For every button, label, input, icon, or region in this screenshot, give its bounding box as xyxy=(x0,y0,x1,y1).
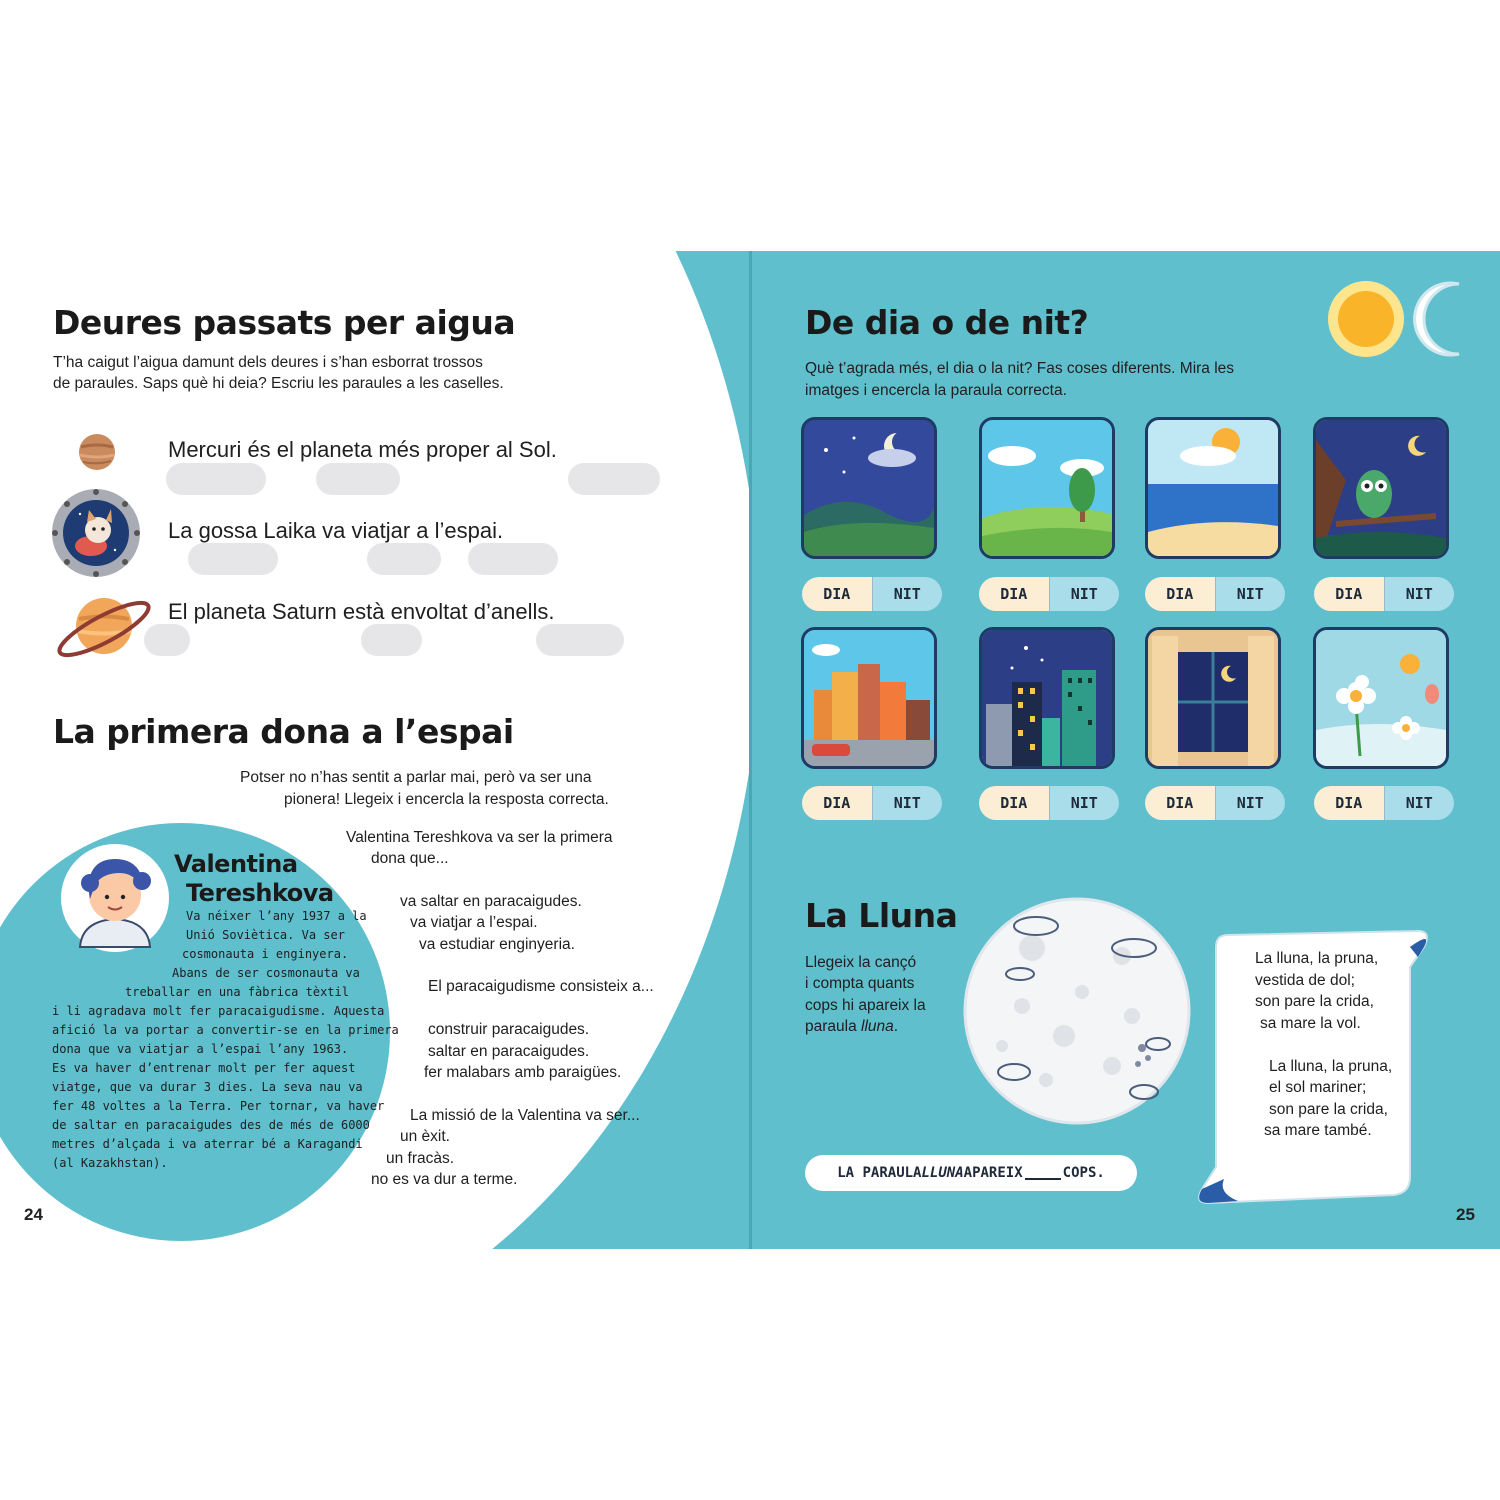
section-title-first-woman: La primera dona a l’espai xyxy=(53,712,514,751)
answer-box xyxy=(805,1155,1137,1191)
scene-day-flowers xyxy=(1313,627,1449,769)
bio-text: i li agradava molt fer paracaigudisme. Aquesta xyxy=(52,1004,385,1018)
song-line: el sol mariner; xyxy=(1269,1079,1367,1096)
bio-text: viatge, que va durar 3 dies. La seva nau va xyxy=(52,1080,363,1094)
answer-text: APAREIX xyxy=(963,1165,1023,1181)
gap-sentence-1: Mercuri és el planeta més proper al Sol. xyxy=(168,437,557,462)
quiz-option[interactable]: un èxit. xyxy=(400,1128,450,1145)
right-page xyxy=(752,251,1500,1249)
bio-text: (al Kazakhstan). xyxy=(52,1156,168,1170)
day-night-selector xyxy=(802,577,942,611)
song-line: son pare la crida, xyxy=(1269,1101,1388,1118)
day-option[interactable]: DIA xyxy=(802,577,873,611)
scene-night-window xyxy=(1145,627,1281,769)
intro-line: cops hi apareix la xyxy=(805,997,926,1014)
night-option[interactable]: NIT xyxy=(1216,577,1286,611)
left-page xyxy=(0,251,750,1249)
quiz-option[interactable]: fer malabars amb paraigües. xyxy=(424,1064,622,1081)
bio-text: cosmonauta i enginyera. xyxy=(182,947,349,961)
day-option[interactable]: DIA xyxy=(1314,786,1385,820)
night-option[interactable]: NIT xyxy=(1216,786,1286,820)
scene-night-city xyxy=(979,627,1115,769)
answer-text: LA PARAULA xyxy=(837,1165,922,1181)
page-number-left: 24 xyxy=(24,1205,43,1224)
quiz-question-1: dona que... xyxy=(371,850,449,867)
gap-sentence-2: La gossa Laika va viatjar a l’espai. xyxy=(168,518,504,543)
answer-word: LLUNA xyxy=(921,1165,964,1181)
day-option[interactable]: DIA xyxy=(979,786,1050,820)
quiz-option[interactable]: va viatjar a l’espai. xyxy=(410,914,538,931)
bio-text: treballar en una fàbrica tèxtil xyxy=(125,985,349,999)
day-option[interactable]: DIA xyxy=(1145,786,1216,820)
bio-text: Va néixer l’any 1937 a la xyxy=(186,909,367,923)
day-night-selector xyxy=(1314,577,1454,611)
intro-line-2: de paraules. Saps què hi deia? Escriu les paraules a les caselles. xyxy=(53,375,504,392)
quiz-question-1: Valentina Tereshkova va ser la primera xyxy=(346,829,613,846)
quiz-option[interactable]: un fracàs. xyxy=(386,1150,455,1167)
answer-text: COPS. xyxy=(1062,1165,1105,1181)
quiz-option[interactable]: construir paracaigudes. xyxy=(428,1021,590,1038)
bio-text: afició la va portar a convertir-se en la primera xyxy=(52,1023,399,1037)
erased-blank[interactable] xyxy=(361,624,422,656)
song-line: La lluna, la pruna, xyxy=(1269,1058,1393,1075)
bio-text: de saltar en paracaigudes des de més de 6000 xyxy=(52,1118,370,1132)
quiz-option[interactable]: va estudiar enginyeria. xyxy=(419,936,575,953)
quiz-question-2: El paracaigudisme consisteix a... xyxy=(428,978,654,995)
night-option[interactable]: NIT xyxy=(873,786,943,820)
intro-line: i compta quants xyxy=(805,975,915,992)
quiz-option[interactable]: saltar en paracaigudes. xyxy=(428,1043,590,1060)
day-night-selector xyxy=(1145,577,1285,611)
erased-blank[interactable] xyxy=(367,543,441,575)
intro-line: Llegeix la cançó xyxy=(805,954,917,971)
scene-night-owl xyxy=(1313,417,1449,559)
bio-text: fer 48 voltes a la Terra. Per tornar, va haver xyxy=(52,1099,385,1113)
song-line: son pare la crida, xyxy=(1255,993,1374,1010)
intro-line-1: Què t’agrada més, el dia o la nit? Fas coses diferents. Mira les xyxy=(805,360,1235,377)
song-line: vestida de dol; xyxy=(1255,972,1355,989)
scene-day-beach xyxy=(1145,417,1281,559)
bio-text: Abans de ser cosmonauta va xyxy=(172,966,360,980)
bio-name-line-1: Valentina xyxy=(174,850,298,878)
page-number-right: 25 xyxy=(1456,1205,1475,1224)
song-line: sa mare la vol. xyxy=(1260,1015,1361,1032)
bio-text: metres d’alçada i va aterrar bé a Karagandi xyxy=(52,1137,363,1151)
night-option[interactable]: NIT xyxy=(873,577,943,611)
gap-sentence-3: El planeta Saturn està envoltat d’anells. xyxy=(168,599,555,624)
scene-day-tree xyxy=(979,417,1115,559)
section-title-day-night: De dia o de nit? xyxy=(805,303,1089,342)
scene-night-hills xyxy=(801,417,937,559)
erased-blank[interactable] xyxy=(568,463,660,495)
intro-line-2: pionera! Llegeix i encercla la resposta correcta. xyxy=(284,791,609,808)
day-option[interactable]: DIA xyxy=(979,577,1050,611)
day-option[interactable]: DIA xyxy=(1314,577,1385,611)
laika-dog-porthole-icon xyxy=(51,488,141,578)
day-option[interactable]: DIA xyxy=(1145,577,1216,611)
intro-line-1: Potser no n’has sentit a parlar mai, però va ser una xyxy=(240,769,592,786)
day-night-selector xyxy=(1314,786,1454,820)
day-night-selector xyxy=(1145,786,1285,820)
answer-blank[interactable] xyxy=(1025,1166,1061,1180)
quiz-option[interactable]: va saltar en paracaigudes. xyxy=(400,893,582,910)
day-night-selector xyxy=(979,577,1119,611)
night-option[interactable]: NIT xyxy=(1385,786,1455,820)
bio-name-line-2: Tereshkova xyxy=(186,879,334,907)
saturn-planet-icon xyxy=(52,589,156,665)
quiz-question-3: La missió de la Valentina va ser... xyxy=(410,1107,640,1124)
erased-blank[interactable] xyxy=(166,463,266,495)
bio-text: dona que va viatjar a l’espai l’any 1963. xyxy=(52,1042,349,1056)
day-night-selector xyxy=(979,786,1119,820)
scene-day-city xyxy=(801,627,937,769)
night-option[interactable]: NIT xyxy=(1050,786,1120,820)
moon-icon xyxy=(1413,281,1479,357)
bio-text: Unió Soviètica. Va ser xyxy=(186,928,345,942)
mercury-planet-icon xyxy=(78,433,116,471)
day-option[interactable]: DIA xyxy=(802,786,873,820)
book-spread xyxy=(0,251,1500,1249)
day-night-selector xyxy=(802,786,942,820)
intro-line-1: T’ha caigut l’aigua damunt dels deures i s’han esborrat trossos xyxy=(53,354,483,371)
night-option[interactable]: NIT xyxy=(1385,577,1455,611)
quiz-option[interactable]: no es va dur a terme. xyxy=(371,1171,518,1188)
song-line: La lluna, la pruna, xyxy=(1255,950,1379,967)
section-title-homework: Deures passats per aigua xyxy=(53,303,516,342)
erased-blank[interactable] xyxy=(144,624,190,656)
song-line: sa mare també. xyxy=(1264,1122,1372,1139)
erased-blank[interactable] xyxy=(536,624,624,656)
astronaut-portrait-icon xyxy=(60,843,170,953)
erased-blank[interactable] xyxy=(188,543,278,575)
bio-text: Es va haver d’entrenar molt per fer aquest xyxy=(52,1061,356,1075)
intro-line-2: imatges i encercla la paraula correcta. xyxy=(805,382,1067,399)
sun-icon xyxy=(1326,279,1406,359)
intro-line: paraula lluna. xyxy=(805,1018,899,1035)
erased-blank[interactable] xyxy=(468,543,558,575)
section-title-moon: La Lluna xyxy=(805,896,958,935)
night-option[interactable]: NIT xyxy=(1050,577,1120,611)
moon-illustration xyxy=(962,896,1192,1126)
erased-blank[interactable] xyxy=(316,463,400,495)
